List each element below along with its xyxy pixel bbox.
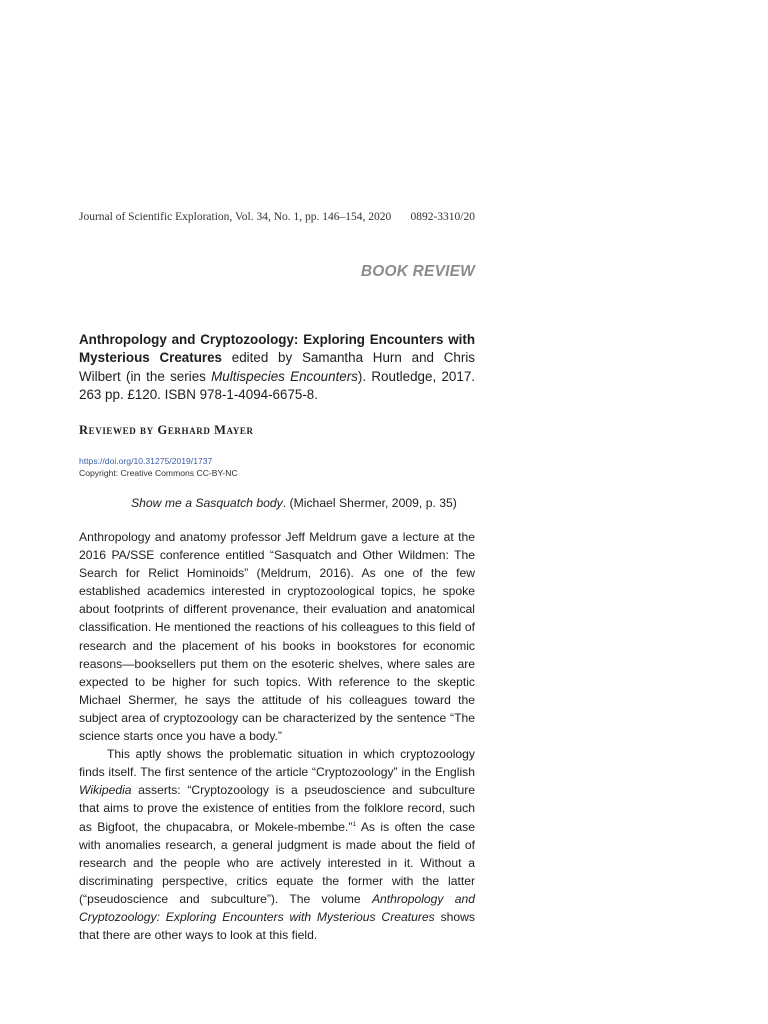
book-details: ). Routledge, 2017. 263 pp. £120. ISBN 978-1-4094-6675-8.: [79, 368, 475, 403]
running-head: [79, 211, 475, 223]
epigraph: [131, 496, 457, 510]
epigraph-source: . (Michael Shermer, 2009, p. 35): [282, 496, 457, 510]
book-citation: [79, 331, 475, 405]
wikipedia-title: Wikipedia: [79, 783, 132, 798]
section-label: BOOK REVIEW: [360, 263, 475, 280]
journal-page: [79, 0, 475, 1024]
paragraph-1: Anthropology and anatomy professor Jeff Meldrum gave a lecture at the 2016 PA/SSE conference entitled “Sasquatch and Other Wildmen: The Search for Relict Hominoids” (Meldrum, 2016). As one of the few established academics interested in cryptozoological topics, he spoke about footprints of different provenance, their evaluation and anatomical classification. He mentioned the reactions of his colleagues to this field of research and the placement of his books in bookstores for economic reasons—booksellers put them on the esoteric shelves, where sales are expected to be higher for such topics. With reference to the skeptic Michael Shermer, he says the attitude of his colleagues toward the subject area of cryptozoology can be characterized by the sentence “The science starts once you have a body.”: [79, 530, 475, 744]
issn: 0892-3310/20: [410, 211, 475, 223]
paragraph-2: This aptly shows the problematic situation in which cryptozoology finds itself. The first sentence of the article “Cryptozoology” in the English Wikipedia asserts: “Cryptozoology is a pseudoscience and subculture that aims to prove the existence of entities from the folklore record, such as Bigfoot, the chupacabra, or Mokele-mbembe.”$^1$ As is often the case with anomalies research, a general judgment is made about the field of research and the people who are actively interested in it. Without a discriminating perspective, critics equate the former with the latter (“pseudoscience and subculture”). The volume Anthropology and Cryptozoology: Exploring Encounters with Mysterious Creatures shows that there are other ways to look at this field.: [79, 747, 475, 943]
book-series: Multispecies Encounters: [211, 368, 358, 384]
doi-block: [79, 456, 238, 479]
epigraph-quote: Show me a Sasquatch body: [131, 496, 283, 510]
volume-title: Anthropology and Cryptozoology: Exploring Encounters with Mysterious Creatures: [79, 891, 475, 924]
review-body: [79, 528, 475, 944]
copyright-notice: Copyright: Creative Commons CC-BY-NC: [79, 467, 238, 478]
book-title: Anthropology and Cryptozoology: Exploring Encounters with Mysterious Creatures: [79, 332, 475, 366]
journal-citation: Journal of Scientific Exploration, Vol. 34, No. 1, pp. 146–154, 2020: [79, 211, 392, 223]
doi-link[interactable]: https://doi.org/10.31275/2019/1737: [79, 456, 213, 466]
book-editors: edited by Samantha Hurn and Chris Wilbert (in the series: [79, 350, 475, 384]
reviewer-byline: Reviewed by Gerhard Mayer: [79, 423, 254, 437]
footnote-marker: 1: [352, 820, 357, 828]
